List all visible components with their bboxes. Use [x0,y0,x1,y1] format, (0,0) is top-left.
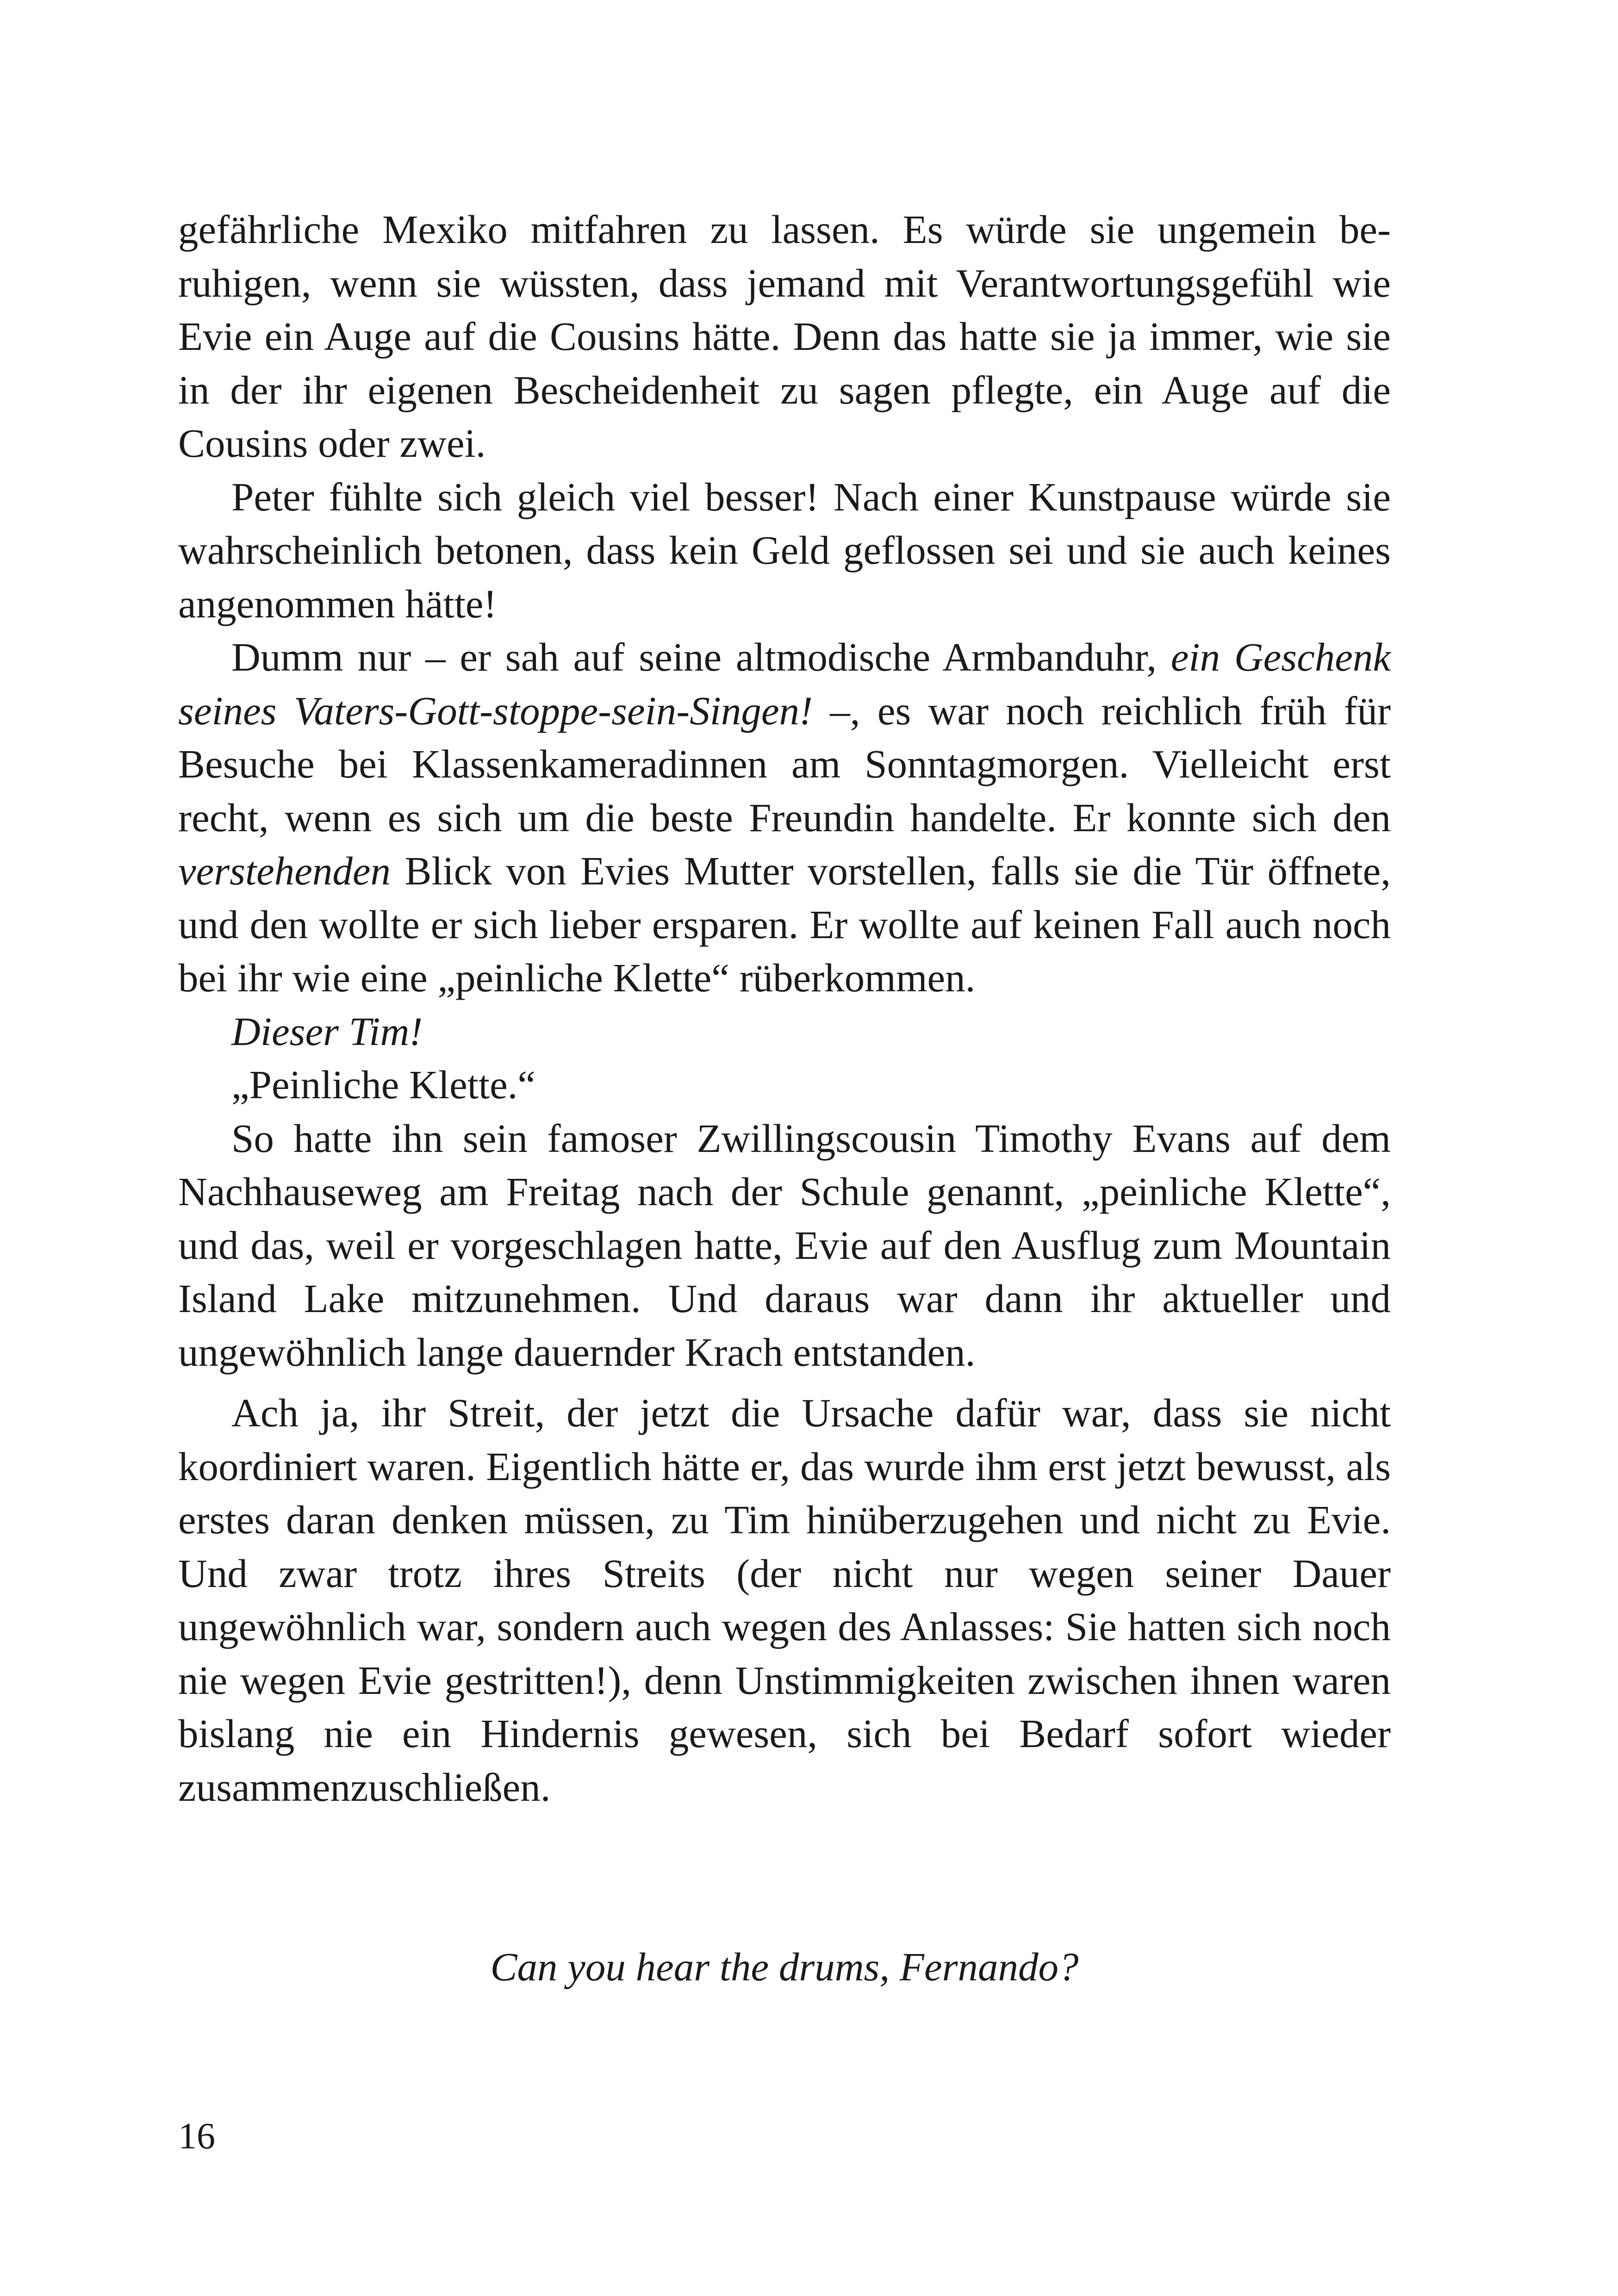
paragraph-2: Peter fühlte sich gleich viel besser! Nach einer Kunstpause würde sie wahrscheinlich betonen, dass kein Geld geflossen sei und sie auch keines angenommen hätte! [178,474,1391,626]
paragraph-3-part-1: Dumm nur – er sah auf seine altmodische Armbanduhr, [231,635,1171,679]
paragraph-6: So hatte ihn sein famoser Zwillingscousin Timothy Evans auf dem Nachhauseweg am Freitag nach der Schule genannt, „peinliche Klette“, und das, weil er vorgeschlagen hatte, Evie auf den Ausflug zum Mountain Island Lake mitzunehmen. Und daraus war dann ihr aktueller und ungewöhnlich lange dauernder Krach entstanden. [178,1115,1391,1375]
paragraph-3 [178,630,1391,1005]
paragraph-3-part-5: Blick von Evies Mutter vorstellen, falls sie die Tür öffnete, und den wollte er sich lieber ersparen. Er wollte auf keinen Fall auch noch bei ihr wie eine „peinliche Klette“ rüberkommen. [178,848,1391,1000]
paragraph-3-italic-gift: ein Geschenk seines Vaters-Gott-stoppe-sein-Singen! [178,635,1391,733]
paragraph-3-part-3: –, es war noch reichlich früh für Besuche bei Klassenkameradinnen am Sonntagmorgen. Vielleicht erst recht, wenn es sich um die beste Freundin handelte. Er konnte sich den [178,688,1391,840]
page-number: 16 [178,2116,215,2157]
paragraph-3-italic-verstehenden: verstehenden [178,848,391,893]
paragraph-5: „Peinliche Klette.“ [231,1062,536,1107]
paragraph-7: Ach ja, ihr Streit, der jetzt die Ursache dafür war, dass sie nicht koordiniert waren. Eigentlich hätte er, das wurde ihm erst jetzt bewusst, als erstes daran denken müssen, zu Tim hinüberzugehen und nicht zu Evie. Und zwar trotz ihres Streits (der nicht nur wegen seiner Dauer ungewöhnlich war, sondern auch wegen des Anlasses: Sie hatten sich noch nie wegen Evie gestritten!), denn Unstimmigkeiten zwischen ihnen waren bislang nie ein Hindernis gewesen, sich bei Bedarf sofort wieder zusammenzuschließen. [178,1390,1391,1810]
paragraph-4 [178,1005,1391,1058]
paragraph-1: gefährliche Mexiko mitfahren zu lassen. Es würde sie ungemein beruhigen, wenn sie wüssten, dass jemand mit Verantwortungsgefühl wie Evie ein Auge auf die Cousins hätte. Denn das hatte sie ja immer, wie sie in der ihr eigenen Bescheidenheit zu sagen pflegte, ein Auge auf die Cousins oder zwei. [178,207,1391,466]
body-text [178,203,1391,1814]
closing-line: Can you hear the drums, Fernando? [490,1944,1079,1989]
paragraph-4-italic: Dieser Tim! [231,1008,423,1054]
